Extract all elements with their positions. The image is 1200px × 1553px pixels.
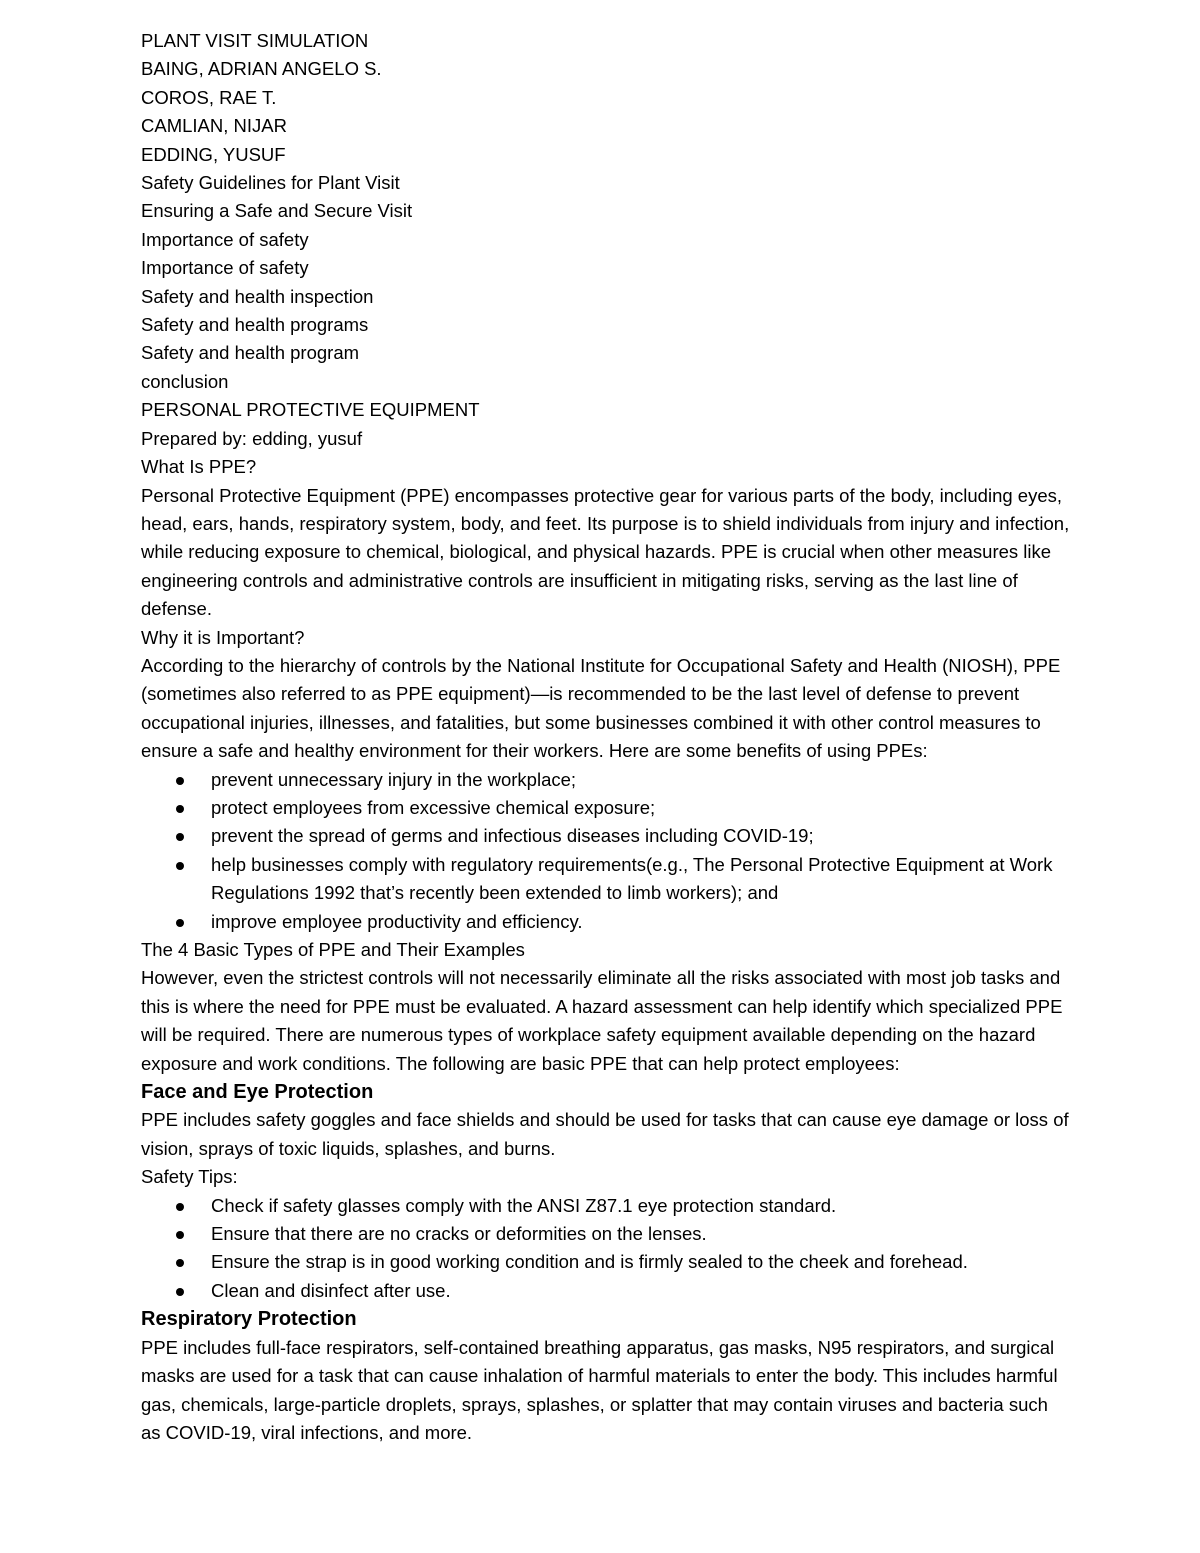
list-item-text: prevent the spread of germs and infectious diseases including COVID-19; <box>211 825 814 847</box>
bullet-icon <box>176 862 184 870</box>
list-item <box>141 851 1071 908</box>
bullet-icon <box>176 777 184 785</box>
list-item-text: prevent unnecessary injury in the workplace; <box>211 768 577 790</box>
document-title: PLANT VISIT SIMULATION <box>141 30 369 51</box>
list-item-text: Ensure the strap is in good working condition and is firmly sealed to the cheek and forehead. <box>211 1251 968 1273</box>
bullet-icon <box>176 919 184 927</box>
face-eye-paragraph: PPE includes safety goggles and face shields and should be used for tasks that can cause eye damage or loss of vision, sprays of toxic liquids, splashes, and burns. <box>141 1109 1069 1159</box>
types-heading: The 4 Basic Types of PPE and Their Examples <box>141 939 525 960</box>
list-item <box>141 1192 1071 1220</box>
bullet-icon <box>176 1259 184 1267</box>
list-item-text: Clean and disinfect after use. <box>211 1279 451 1301</box>
author-name: COROS, RAE T. <box>141 86 277 108</box>
outline-line: conclusion <box>141 370 229 392</box>
document-page <box>141 27 1071 1447</box>
respiratory-paragraph: PPE includes full-face respirators, self-contained breathing apparatus, gas masks, N95 respirators, and surgical masks are used for a task that can cause inhalation of harmful materials to enter the body. This includes harmful gas, chemicals, large-particle droplets, sprays, splashes, or splatter that may contain viruses and bacteria such as COVID-19, viral infections, and more. <box>141 1336 1058 1443</box>
outline-line: Safety and health inspection <box>141 285 374 307</box>
author-name: EDDING, YUSUF <box>141 143 286 165</box>
face-eye-heading: Face and Eye Protection <box>141 1081 374 1104</box>
outline-line: Safety and health programs <box>141 314 369 336</box>
outline-line: Safety Guidelines for Plant Visit <box>141 172 400 194</box>
list-item <box>141 1248 1071 1276</box>
outline-line: Importance of safety <box>141 228 309 250</box>
section-title: PERSONAL PROTECTIVE EQUIPMENT <box>141 399 480 421</box>
list-item <box>141 766 1071 794</box>
bullet-icon <box>176 1203 184 1211</box>
list-item <box>141 822 1071 850</box>
outline-line: Safety and health program <box>141 342 360 364</box>
list-item <box>141 794 1071 822</box>
author-name: CAMLIAN, NIJAR <box>141 115 287 137</box>
list-item-text: help businesses comply with regulatory requirements(e.g., The Personal Protective Equipment at Work Regulations 1992 that’s recently been extended to limb workers); and <box>211 853 1053 904</box>
list-item-text: protect employees from excessive chemical exposure; <box>211 796 656 818</box>
what-is-ppe-paragraph: Personal Protective Equipment (PPE) encompasses protective gear for various parts of the body, including eyes, head, ears, hands, respiratory system, body, and feet. Its purpose is to shield individuals from injury and infection, while reducing exposure to chemical, biological, and physical hazards. PPE is crucial when other measures like engineering controls and administrative controls are insufficient in mitigating risks, serving as the last line of defense. <box>141 484 1070 620</box>
safety-tips-label: Safety Tips: <box>141 1166 238 1188</box>
respiratory-heading: Respiratory Protection <box>141 1308 357 1331</box>
outline-line: Ensuring a Safe and Secure Visit <box>141 200 413 222</box>
prepared-by: Prepared by: edding, yusuf <box>141 427 363 449</box>
list-item-text: Check if safety glasses comply with the ANSI Z87.1 eye protection standard. <box>211 1194 837 1216</box>
list-item <box>141 908 1071 936</box>
author-name: BAING, ADRIAN ANGELO S. <box>141 58 382 80</box>
list-item <box>141 1277 1071 1305</box>
benefits-list <box>141 766 1071 936</box>
list-item-text: Ensure that there are no cracks or deformities on the lenses. <box>211 1223 707 1245</box>
safety-tips-list <box>141 1192 1071 1306</box>
bullet-icon <box>176 1231 184 1239</box>
bullet-icon <box>176 1288 184 1296</box>
types-paragraph: However, even the strictest controls will not necessarily eliminate all the risks associated with most job tasks and this is where the need for PPE must be evaluated. A hazard assessment can help identify which specialized PPE will be required. There are numerous types of workplace safety equipment available depending on the hazard exposure and work conditions. The following are basic PPE that can help protect employees: <box>141 967 1063 1074</box>
why-important-paragraph: According to the hierarchy of controls by the National Institute for Occupational Safety and Health (NIOSH), PPE (sometimes also referred to as PPE equipment)—is recommended to be the last level of defense to prevent occupational injuries, illnesses, and fatalities, but some businesses combined it with other control measures to ensure a safe and healthy environment for their workers. Here are some benefits of using PPEs: <box>141 654 1061 762</box>
what-is-ppe-heading: What Is PPE? <box>141 456 257 478</box>
list-item-text: improve employee productivity and efficiency. <box>211 910 583 932</box>
list-item <box>141 1220 1071 1248</box>
bullet-icon <box>176 805 184 813</box>
outline-line: Importance of safety <box>141 257 309 279</box>
why-important-heading: Why it is Important? <box>141 626 305 648</box>
bullet-icon <box>176 833 184 841</box>
